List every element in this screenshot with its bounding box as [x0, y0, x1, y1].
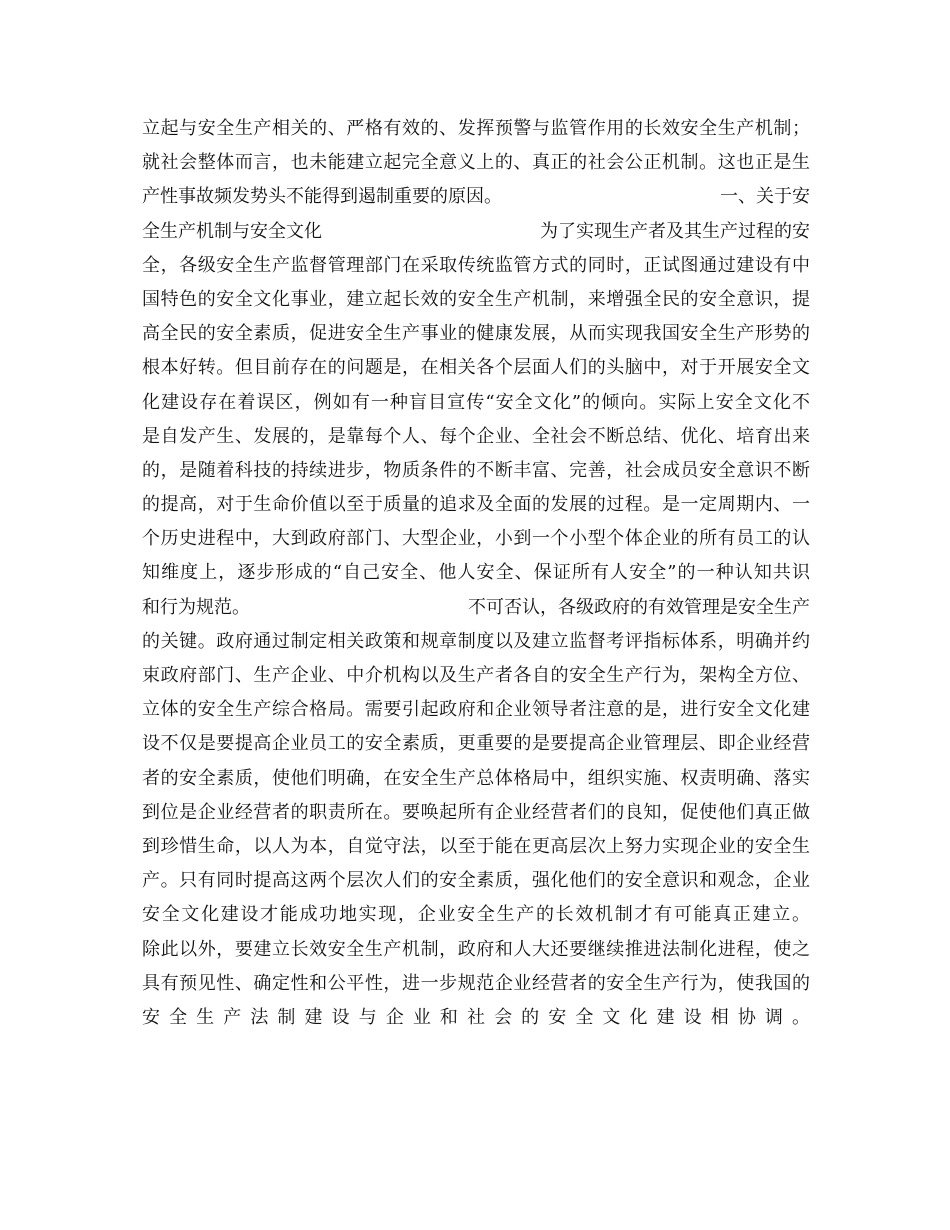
document-body: [142, 112, 820, 1035]
text-line: [142, 591, 810, 625]
text-line: 立起与安全生产相关的、严格有效的、发挥预警与监管作用的长效安全生产机制；: [142, 118, 811, 139]
text-line: 是自发产生、发展的，是靠每个人、每个企业、全社会不断总结、优化、培育出来: [142, 425, 811, 447]
text-line: 到珍惜生命，以人为本，自觉守法，以至于能在更高层次上努力实现企业的安全生: [142, 835, 811, 857]
text-line: 束政府部门、生产企业、中介机构以及生产者各自的安全生产行为，架构全方位、: [142, 665, 811, 686]
text-line: [142, 180, 810, 214]
text-line-left: 产性事故频发势头不能得到遏制重要的原因。: [142, 186, 502, 208]
text-line: 安全生产法制建设与企业和社会的安全文化建设相协调。: [142, 1006, 820, 1028]
text-line-right: 一、关于安: [720, 186, 810, 208]
text-line: 除此以外，要建立长效安全生产机制，政府和人大还要继续推进法制化进程，使之: [142, 938, 811, 960]
text-line: 到位是企业经营者的职责所在。要唤起所有企业经营者们的良知，促使他们真正做: [142, 801, 811, 823]
text-line: 个历史进程中，大到政府部门、大型企业，小到一个小型个体企业的所有员工的认: [142, 528, 811, 550]
text-line: 者的安全素质，使他们明确，在安全生产总体格局中，组织实施、权责明确、落实: [142, 767, 811, 789]
text-line: 知维度上，逐步形成的“自己安全、他人安全、保证所有人安全”的一种认知共识: [142, 562, 812, 584]
text-line: 具有预见性、确定性和公平性，进一步规范企业经营者的安全生产行为，使我国的: [142, 972, 811, 994]
text-line-right: 不可否认，各级政府的有效管理是安全生产: [468, 596, 810, 618]
text-line: 全，各级安全生产监督管理部门在采取传统监管方式的同时，正试图通过建设有中: [142, 254, 811, 276]
text-line: 就社会整体而言，也未能建立起完全意义上的、真正的社会公正机制。这也正是生: [142, 152, 811, 174]
text-line: 高全民的安全素质，促进安全生产事业的健康发展，从而实现我国安全生产形势的: [142, 323, 811, 345]
text-line: 安全文化建设才能成功地实现，企业安全生产的长效机制才有可能真正建立。: [142, 904, 812, 926]
text-line: 立体的安全生产综合格局。需要引起政府和企业领导者注意的是，进行安全文化建: [142, 699, 811, 721]
text-line: 的关键。政府通过制定相关政策和规章制度以及建立监督考评指标体系，明确并约: [142, 630, 811, 652]
text-line-left: 全生产机制与安全文化: [142, 220, 322, 242]
text-line-left: 和行为规范。: [142, 596, 250, 618]
text-line: 产。只有同时提高这两个层次人们的安全素质，强化他们的安全意识和观念，企业: [142, 870, 811, 892]
text-line: 的，是随着科技的持续进步，物质条件的不断丰富、完善，社会成员安全意识不断: [142, 459, 811, 481]
text-line: 根本好转。但目前存在的问题是，在相关各个层面人们的头脑中，对于开展安全文: [142, 357, 811, 379]
text-line: 国特色的安全文化事业，建立起长效的安全生产机制，来增强全民的安全意识，提: [142, 288, 811, 310]
text-line-right: 为了实现生产者及其生产过程的安: [540, 220, 810, 242]
text-line: 化建设存在着误区，例如有一种盲目宣传“安全文化”的倾向。实际上安全文化不: [142, 391, 812, 413]
text-line: 设不仅是要提高企业员工的安全素质，更重要的是要提高企业管理层、即企业经营: [142, 733, 811, 755]
text-line: 的提高，对于生命价值以至于质量的追求及全面的发展的过程。是一定周期内、一: [142, 494, 811, 516]
text-line: [142, 215, 810, 249]
